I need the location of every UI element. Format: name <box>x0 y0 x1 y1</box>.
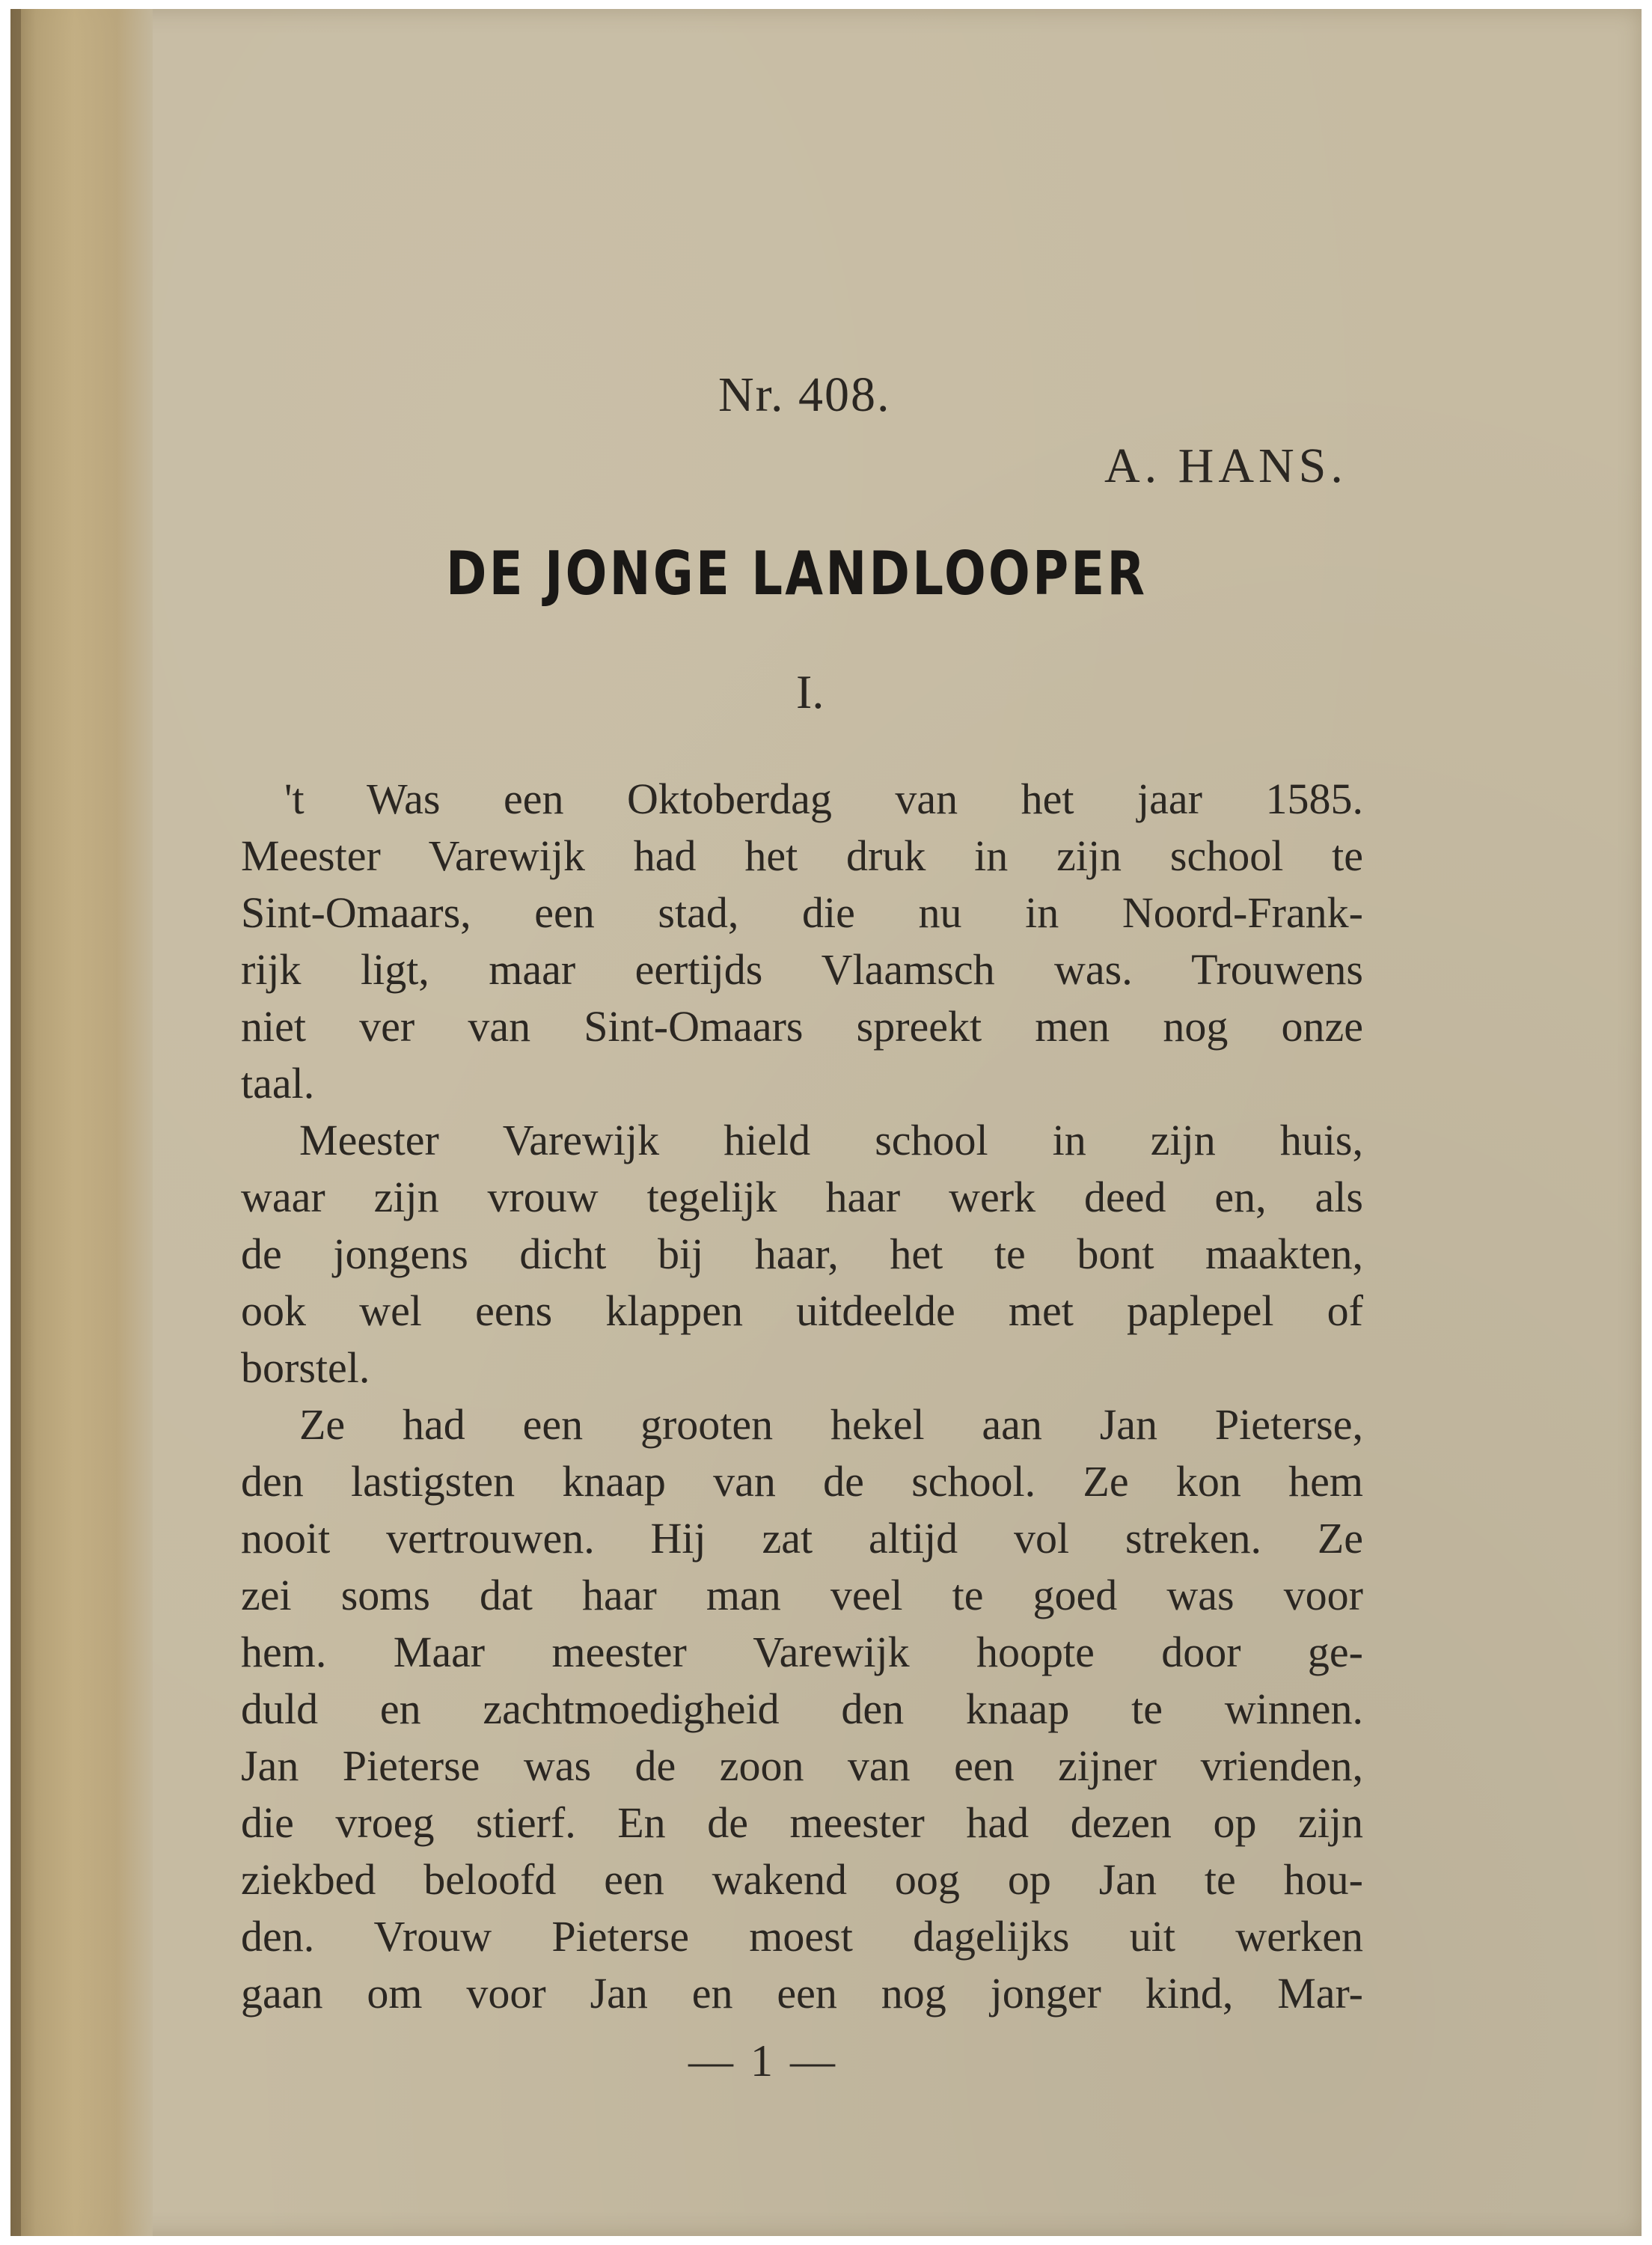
text-line: nooit vertrouwen. Hij zat altijd vol streken. Ze <box>241 1514 1363 1563</box>
text-line: borstel. <box>241 1343 370 1392</box>
author-name: A. HANS. <box>1104 439 1347 493</box>
text-line: rijk ligt, maar eertijds Vlaamsch was. Trouwens <box>241 945 1363 994</box>
text-line: Ze had een grooten hekel aan Jan Pieterse, <box>299 1400 1363 1449</box>
chapter-heading: I. <box>796 665 825 718</box>
text-line: hem. Maar meester Varewijk hoopte door ge- <box>241 1628 1363 1676</box>
text-line: den lastigsten knaap van de school. Ze kon hem <box>241 1457 1363 1506</box>
text-line: Meester Varewijk had het druk in zijn school te <box>241 831 1363 880</box>
text-line: Jan Pieterse was de zoon van een zijner vrienden, <box>241 1741 1363 1790</box>
text-line: ook wel eens klappen uitdeelde met paplepel of <box>241 1286 1363 1335</box>
text-line: niet ver van Sint-Omaars spreekt men nog onze <box>241 1002 1363 1051</box>
text-line: Sint-Omaars, een stad, die nu in Noord-Frank- <box>241 888 1363 937</box>
text-line: duld en zachtmoedigheid den knaap te winnen. <box>241 1684 1363 1733</box>
spine-binding <box>10 9 153 2236</box>
text-line: taal. <box>241 1059 315 1108</box>
spine-edge <box>10 9 21 2236</box>
text-line: de jongens dicht bij haar, het te bont maakten, <box>241 1230 1363 1278</box>
text-line: waar zijn vrouw tegelijk haar werk deed en, als <box>241 1173 1363 1221</box>
issue-number: Nr. 408. <box>718 367 891 422</box>
page-number: — 1 — <box>688 2036 838 2086</box>
text-line: zei soms dat haar man veel te goed was voor <box>241 1571 1363 1619</box>
text-line: ziekbed beloofd een wakend oog op Jan te hou- <box>241 1855 1363 1904</box>
text-line: den. Vrouw Pieterse moest dagelijks uit werken <box>241 1912 1363 1961</box>
text-line: Meester Varewijk hield school in zijn huis, <box>299 1116 1363 1164</box>
book-title: DE JONGE LANDLOOPER <box>446 539 1148 608</box>
text-line: 't Was een Oktoberdag van het jaar 1585. <box>284 775 1363 823</box>
text-line: die vroeg stierf. En de meester had dezen op zijn <box>241 1798 1363 1847</box>
text-line: gaan om voor Jan en een nog jonger kind, Mar- <box>241 1969 1363 2018</box>
